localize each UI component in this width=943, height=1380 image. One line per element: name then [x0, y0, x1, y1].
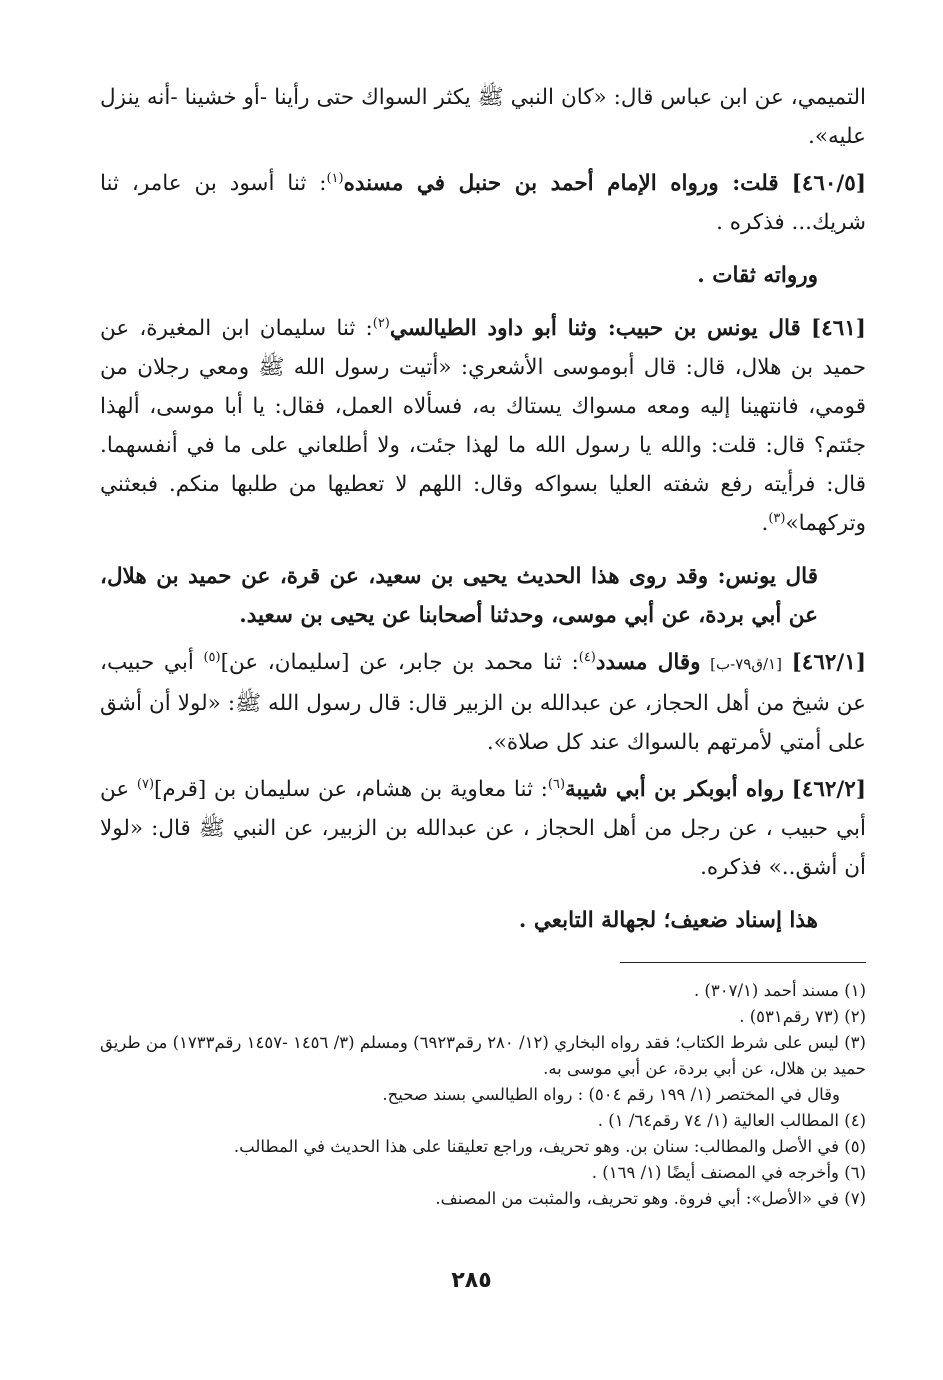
footnote-marker-5: (٥) [203, 649, 221, 665]
paragraph-461 [100, 309, 866, 543]
paragraph-461-end: . [761, 511, 769, 536]
paragraph-460-5 [100, 164, 866, 242]
paragraph-461-rest: : ثنا سليمان ابن المغيرة، عن حميد بن هلال، قال: قال أبوموسى الأشعري: «أتيت رسول الله ﷺ ومعي رجلان من قومي، فانتهينا إليه ومعه مسواك يستاك به، فسألاه العمل، فقال: يا أبا موسى، ألهذا جئتم؟ قال: قلت: والله يا رسول الله ما لهذا جئت، ولا أطلعاني على ما في أنفسهما. قال: فرأيته رفع شفته العليا بسواكه وقال: اللهم لا تعطيها من طلبها منكم. فبعثني وتركهما» [100, 316, 866, 536]
footnote-marker-3: (٣) [768, 510, 786, 526]
footnote-marker-1: (١) [326, 170, 344, 186]
paragraph-460-5-lead: قلت: ورواه الإمام أحمد بن حنبل في مسنده [343, 171, 779, 196]
weak-chain-text: هذا إسناد ضعيف؛ لجهالة التابعي . [518, 908, 818, 933]
hadith-ref-461: [٤٦١] [810, 316, 866, 341]
paragraph-462-1-mid: : ثنا محمد بن جابر، عن [سليمان، عن] [220, 650, 579, 675]
paragraph-462-2 [100, 770, 866, 887]
footnote-7: (٧) في «الأصل»: أبي فروة. وهو تحريف، والمثبت من المصنف. [435, 1189, 866, 1208]
paragraph-462-2-rest: عن أبي حبيب ، عن رجل من أهل الحجاز ، عن عبدالله بن الزبير، عن النبي ﷺ قال: «لولا أن أشق..» فذكره. [100, 777, 866, 880]
paragraph-462-2-mid: : ثنا معاوية بن هشام، عن سليمان بن [قرم] [154, 777, 548, 802]
main-text [100, 78, 866, 940]
paragraph-462-1-lead: وقال مسدد [595, 650, 701, 675]
footnote-4: (٤) المطالب العالية (١/ ٧٤ رقم٦٤/ ١) . [597, 1111, 866, 1130]
paragraph-462-2-lead: رواه أبوبكر بن أبي شيبة [565, 777, 784, 802]
footnote-6: (٦) وأخرجه في المصنف أيضًا (١/ ١٦٩) . [591, 1163, 866, 1182]
paragraph-yunus [100, 557, 866, 635]
narrators-trusted-text: ورواته ثقات . [697, 263, 818, 288]
paragraph-1-text: التميمي، عن ابن عباس قال: «كان النبي ﷺ يكثر السواك حتى رأينا -أو خشينا -أنه ينزل عليه». [100, 85, 866, 149]
footnote-5: (٥) في الأصل والمطالب: سنان بن. وهو تحريف، وراجع تعليقنا على هذا الحديث في المطالب. [233, 1137, 866, 1156]
paragraph-weak-chain [100, 901, 866, 940]
paragraph-yunus-text: قال يونس: وقد روى هذا الحديث يحيى بن سعيد، عن قرة، عن حميد بن هلال، عن أبي بردة، عن أبي موسى، وحدثنا أصحابنا عن يحيى بن سعيد. [100, 564, 818, 628]
footnote-marker-6: (٦) [547, 776, 566, 792]
footnote-2: (٢) (٧٣ رقم٥٣١) . [739, 1007, 866, 1026]
paragraph-461-lead: قال يونس بن حبيب: وثنا أبو داود الطيالسي [389, 316, 801, 341]
footnote-marker-4: (٤) [578, 649, 596, 665]
paragraph-460-5-rest: : ثنا أسود بن عامر، ثنا شريك... فذكره . [100, 171, 866, 235]
paragraph-462-1-rest: أبي حبيب، عن شيخ من أهل الحجاز، عن عبدالله بن الزبير قال: قال رسول الله ﷺ: «لولا أن أشق على أمتي لأمرتهم بالسواك عند كل صلاة». [100, 650, 866, 755]
paragraph-narrators-trusted [100, 256, 866, 295]
footnote-marker-7: (٧) [136, 776, 155, 792]
paragraph-462-1 [100, 643, 866, 762]
manuscript-ref: [١/ق٧٩-ب] [710, 655, 782, 673]
footnote-3-continued: وقال في المختصر (١/ ١٩٩ رقم ٥٠٤) : رواه الطيالسي بسند صحيح. [382, 1085, 840, 1104]
hadith-ref-460-5: [٤٦٠/٥] [791, 171, 866, 196]
footnote-marker-2: (٢) [372, 315, 390, 331]
paragraph-1 [100, 78, 866, 156]
page-number: ٢٨٥ [451, 1268, 492, 1293]
hadith-ref-462-2: [٤٦٢/٢] [791, 777, 866, 802]
footnote-divider [620, 962, 866, 963]
footnotes [100, 978, 866, 1212]
hadith-ref-462-1: [٤٦٢/١] [791, 650, 866, 675]
footnote-1: (١) مسند أحمد (٣٠٧/١) . [693, 981, 866, 1000]
footnote-3: (٣) ليس على شرط الكتاب؛ فقد رواه البخاري (١٢/ ٢٨٠ رقم٦٩٢٣) ومسلم (٣/ ١٤٥٦ -١٤٥٧ رقم١٧٣٣) من طريق حميد بن هلال، عن أبي بردة، عن أبي موسى به. [100, 1033, 866, 1078]
